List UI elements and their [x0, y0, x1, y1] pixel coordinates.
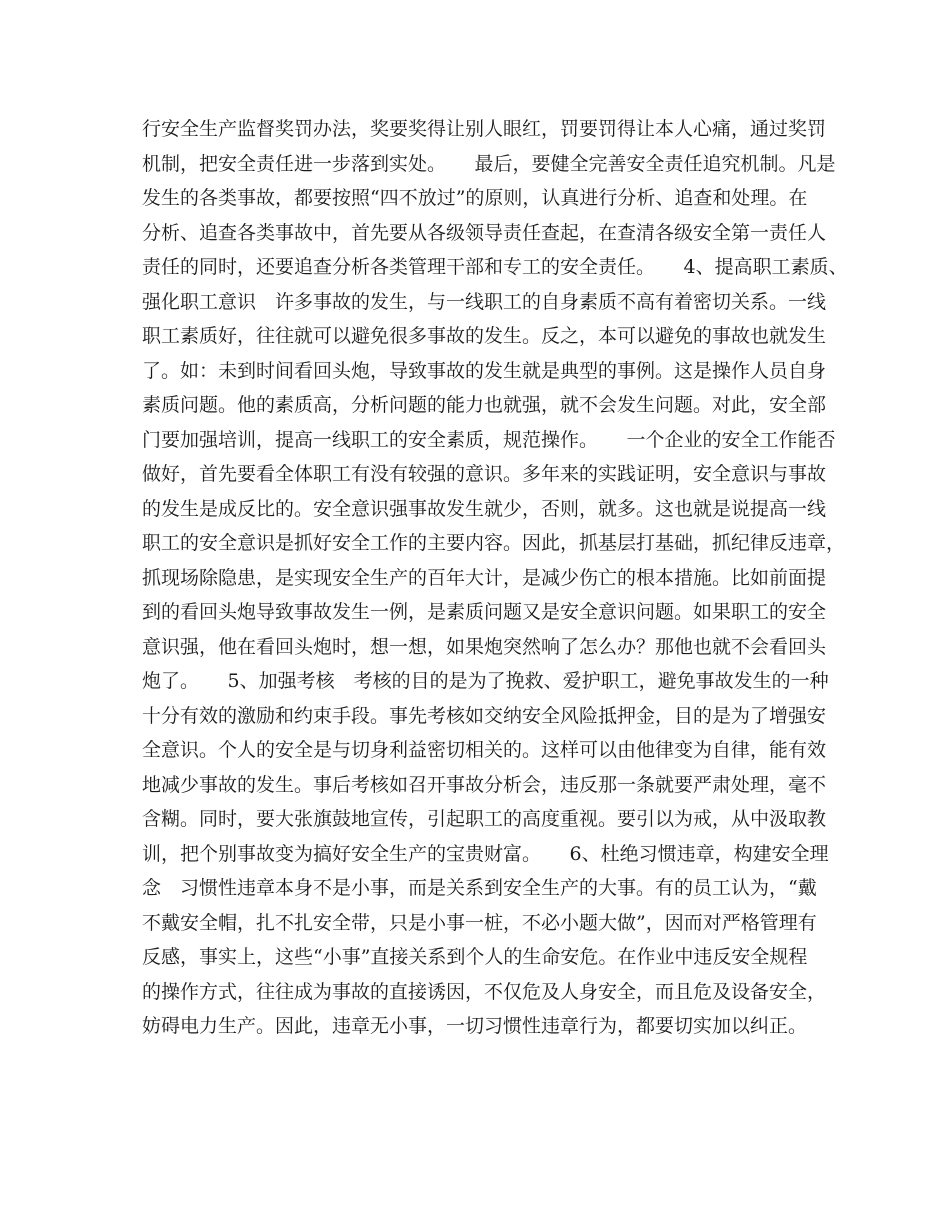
text-line: 含糊。同时，要大张旗鼓地宣传，引起职工的高度重视。要引以为戒，从中汲取教 — [142, 808, 827, 830]
text-line: 强化职工意识 许多事故的发生，与一线职工的自身素质不高有着密切关系。一线 — [142, 290, 827, 313]
text-line: 职工素质好，往往就可以避免很多事故的发生。反之，本可以避免的事故也就发生 — [142, 325, 827, 347]
text-line: 责任的同时，还要追查分析各类管理干部和专工的安全责任。 4、提高职工素质、 — [142, 256, 848, 278]
text-line: 的操作方式，往往成为事故的直接诱因，不仅危及人身安全，而且危及设备安全， — [142, 980, 827, 1003]
text-line: 地减少事故的发生。事后考核如召开事故分析会，违反那一条就要严肃处理，毫不 — [142, 773, 827, 796]
text-line: 机制，把安全责任进一步落到实处。 最后，要健全完善安全责任追究机制。凡是 — [142, 152, 836, 175]
text-line: 反感，事实上，这些“小事”直接关系到个人的生命安危。在作业中违反安全规程 — [142, 946, 808, 968]
text-line: 到的看回头炮导致事故发生一例，是素质问题又是安全意识问题。如果职工的安全 — [142, 601, 827, 623]
text-line: 行安全生产监督奖罚办法，奖要奖得让别人眼红，罚要罚得让本人心痛，通过奖罚 — [142, 118, 827, 140]
text-line: 分析、追查各类事故中，首先要从各级领导责任查起，在查清各级安全第一责任人 — [142, 221, 827, 244]
text-line: 炮了。 5、加强考核 考核的目的是为了挽救、爱护职工，避免事故发生的一种 — [142, 670, 829, 692]
text-line: 的发生是成反比的。安全意识强事故发生就少，否则，就多。这也就是说提高一线 — [142, 497, 827, 520]
text-line: 了。如：未到时间看回头炮，导致事故的发生就是典型的事例。这是操作人员自身 — [142, 359, 827, 382]
text-line: 训，把个别事故变为搞好安全生产的宝贵财富。 6、杜绝习惯违章，构建安全理 — [142, 842, 829, 865]
text-line: 意识强，他在看回头炮时，想一想，如果炮突然响了怎么办？那他也就不会看回头 — [142, 635, 827, 658]
text-line: 发生的各类事故，都要按照“四不放过”的原则，认真进行分析、追查和处理。在 — [142, 187, 808, 209]
body-text — [142, 112, 848, 1044]
text-line: 念 习惯性违章本身不是小事，而是关系到安全生产的大事。有的员工认为，“戴 — [142, 877, 817, 899]
text-line: 十分有效的激励和约束手段。事先考核如交纳安全风险抵押金，目的是为了增强安 — [142, 704, 827, 727]
text-line: 职工的安全意识是抓好安全工作的主要内容。因此，抓基层打基础，抓纪律反违章， — [142, 532, 846, 554]
text-line: 门要加强培训，提高一线职工的安全素质，规范操作。 一个企业的安全工作能否 — [142, 428, 836, 451]
text-line: 素质问题。他的素质高，分析问题的能力也就强，就不会发生问题。对此，安全部 — [142, 394, 827, 416]
text-line: 抓现场除隐患，是实现安全生产的百年大计，是减少伤亡的根本措施。比如前面提 — [142, 566, 827, 589]
text-line: 妨碍电力生产。因此，违章无小事，一切习惯性违章行为，都要切实加以纠正。 — [142, 1015, 808, 1037]
text-line: 做好，首先要看全体职工有没有较强的意识。多年来的实践证明，安全意识与事故 — [142, 463, 827, 485]
text-line: 全意识。个人的安全是与切身利益密切相关的。这样可以由他律变为自律，能有效 — [142, 739, 827, 761]
text-line: 不戴安全帽，扎不扎安全带，只是小事一桩，不必小题大做”，因而对严格管理有 — [142, 911, 817, 934]
